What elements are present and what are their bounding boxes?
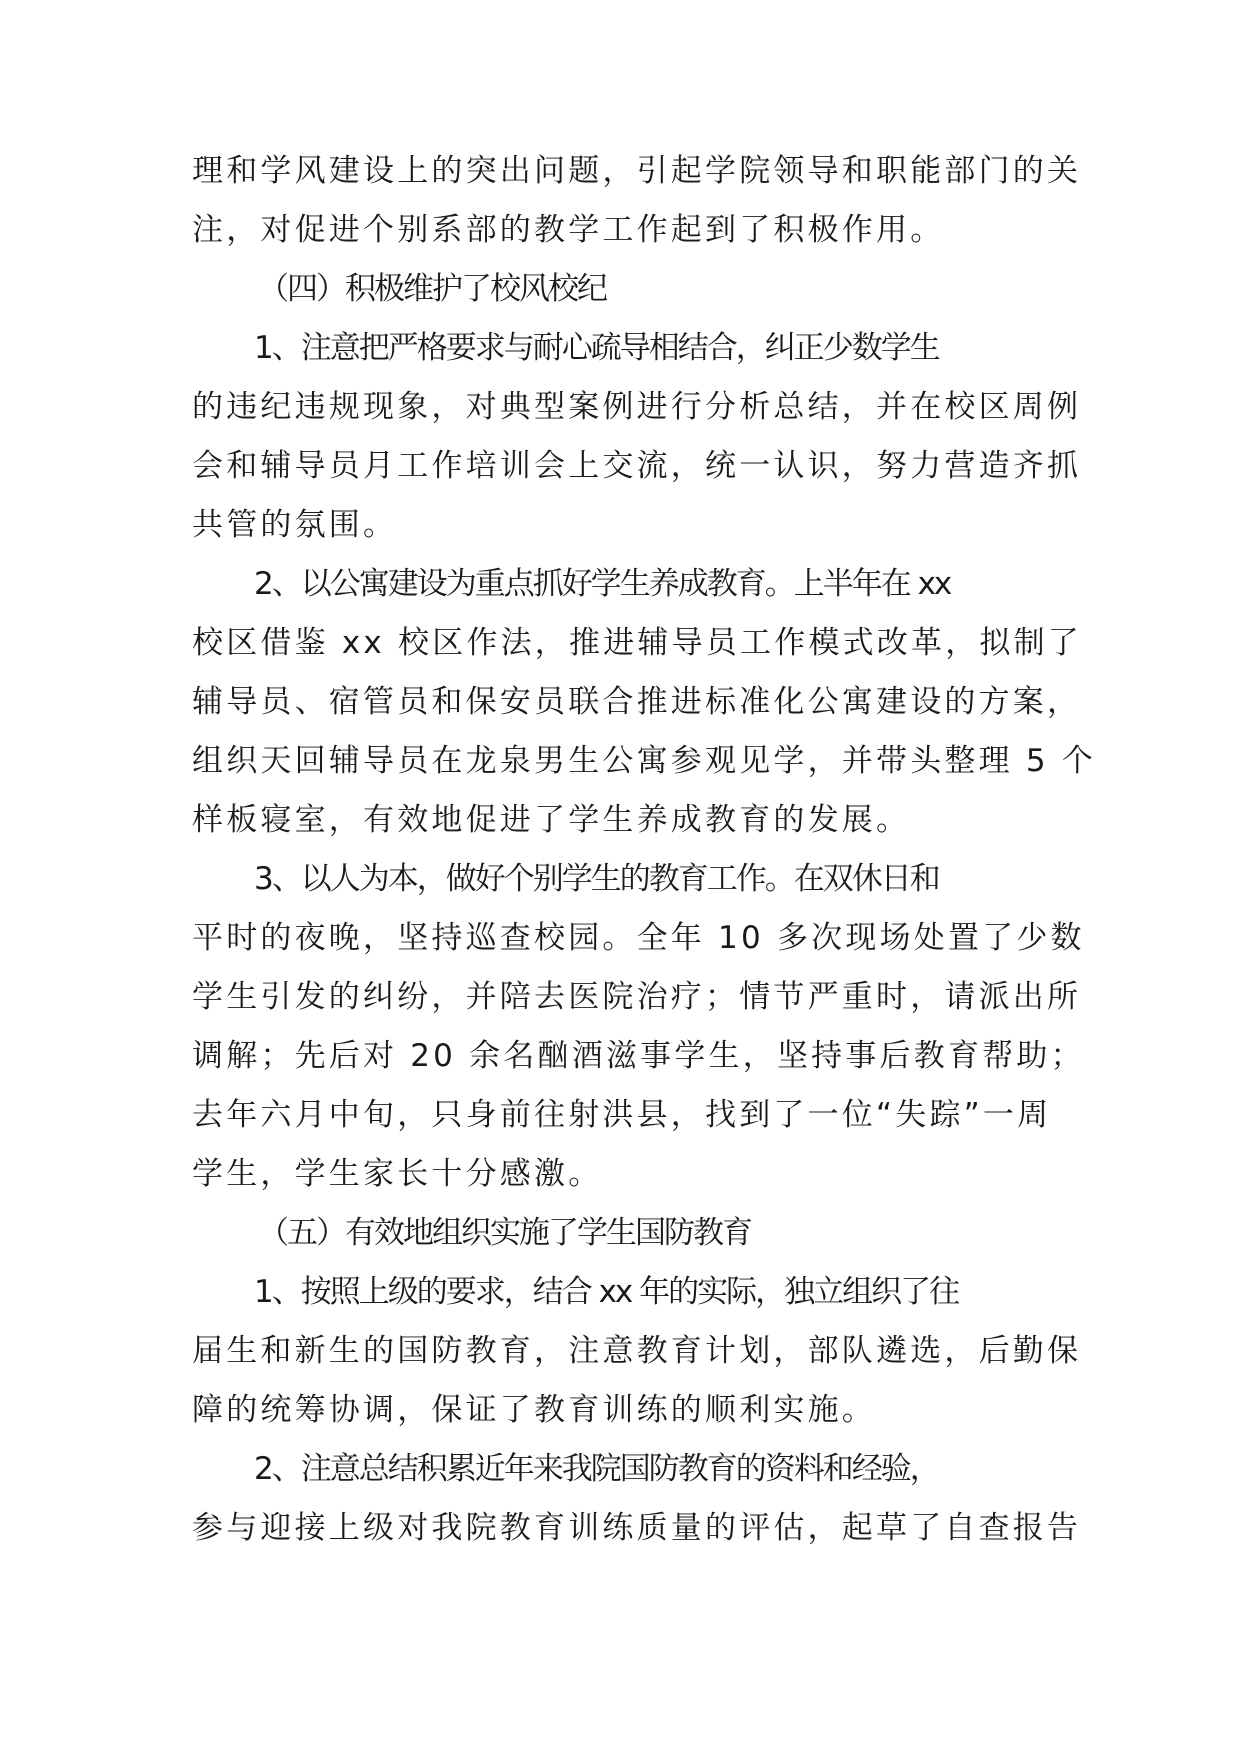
paragraph-line: 2、注意总结积累近年来我院国防教育的资料和经验， (254, 1451, 939, 1487)
paragraph-line: 组织天回辅导员在龙泉男生公寓参观见学，并带头整理 5 个 (192, 743, 1097, 779)
paragraph-line: 届生和新生的国防教育，注意教育计划，部队遴选，后勤保 (192, 1333, 1082, 1369)
paragraph-line: 障的统筹协调，保证了教育训练的顺利实施。 (192, 1392, 876, 1428)
paragraph-line: 参与迎接上级对我院教育训练质量的评估，起草了自查报告 (192, 1510, 1082, 1546)
paragraph-line: 辅导员、宿管员和保安员联合推进标准化公寓建设的方案， (192, 684, 1082, 720)
paragraph-line: 共管的氛围。 (192, 507, 398, 543)
paragraph-line: 平时的夜晚，坚持巡查校园。全年 10 多次现场处置了少数 (192, 920, 1085, 956)
paragraph-line: 校区借鉴 xx 校区作法，推进辅导员工作模式改革，拟制了 (192, 625, 1082, 661)
paragraph-line: 1、注意把严格要求与耐心疏导相结合，纠正少数学生 (254, 330, 939, 366)
section-heading: （五）有效地组织实施了学生国防教育 (258, 1215, 751, 1251)
section-heading: （四）积极维护了校风校纪 (258, 271, 606, 307)
paragraph-line: 样板寝室，有效地促进了学生养成教育的发展。 (192, 802, 911, 838)
paragraph-line: 学生，学生家长十分感激。 (192, 1156, 603, 1192)
paragraph-line: 去年六月中旬，只身前往射洪县，找到了一位“失踪”一周 (192, 1097, 1052, 1133)
paragraph-line: 学生引发的纠纷，并陪去医院治疗；情节严重时，请派出所 (192, 979, 1082, 1015)
paragraph-line: 的违纪违规现象，对典型案例进行分析总结，并在校区周例 (192, 389, 1082, 425)
paragraph-line: 2、以公寓建设为重点抓好学生养成教育。上半年在 xx (254, 566, 951, 602)
paragraph-line: 调解；先后对 20 余名酗酒滋事学生，坚持事后教育帮助； (192, 1038, 1085, 1074)
paragraph-line: 会和辅导员月工作培训会上交流，统一认识，努力营造齐抓 (192, 448, 1082, 484)
paragraph-line: 注，对促进个别系部的教学工作起到了积极作用。 (192, 212, 945, 248)
paragraph-line: 3、以人为本，做好个别学生的教育工作。在双休日和 (254, 861, 939, 897)
paragraph-line: 理和学风建设上的突出问题，引起学院领导和职能部门的关 (192, 153, 1082, 189)
paragraph-line: 1、按照上级的要求，结合 xx 年的实际，独立组织了往 (254, 1274, 959, 1310)
